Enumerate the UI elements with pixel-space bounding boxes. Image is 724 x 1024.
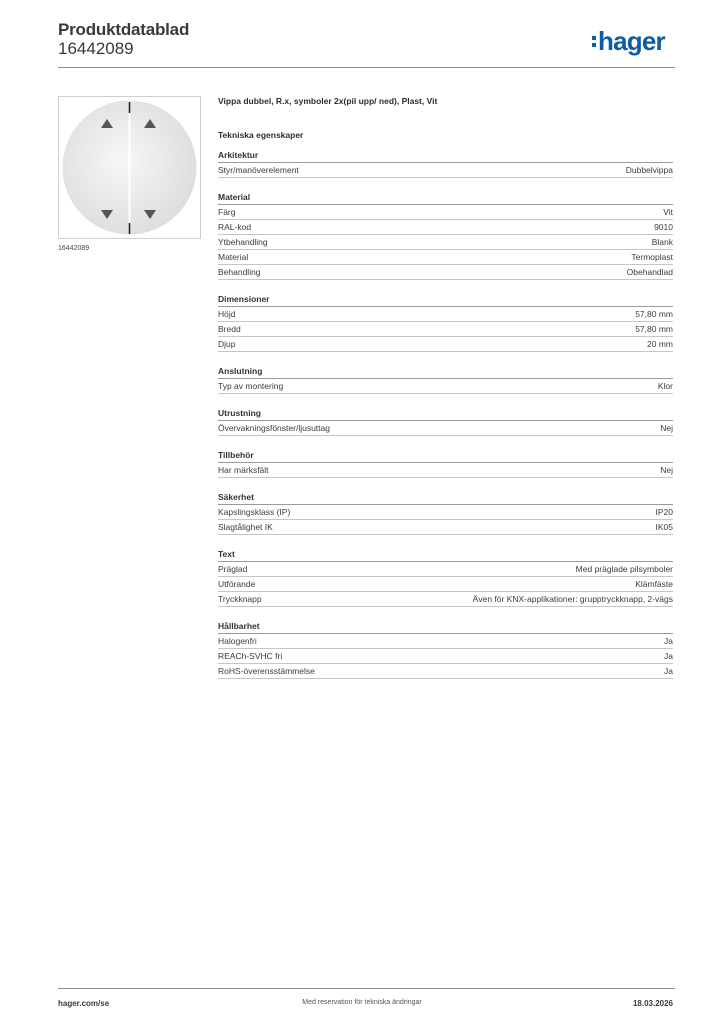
spec-label: Höjd [218, 309, 236, 319]
spec-value: Blank [651, 237, 673, 247]
spec-value: IK05 [655, 522, 673, 532]
spec-row [218, 235, 673, 250]
image-caption: 16442089 [58, 245, 90, 252]
product-description: Vippa dubbel, R.x, symboler 2x(pil upp/ ned), Plast, Vit [218, 96, 438, 106]
spec-row [218, 505, 673, 520]
logo-dots-icon [592, 36, 597, 50]
spec-value: Ja [664, 666, 673, 676]
spec-label: Typ av montering [218, 381, 284, 391]
spec-label: Styr/manöverelement [218, 165, 299, 175]
logo-text: hager [598, 26, 665, 56]
spec-value: Vit [663, 207, 673, 217]
group-title: Anslutning [218, 366, 673, 379]
spec-row [218, 205, 673, 220]
page-title: Produktdatablad [58, 20, 190, 39]
spec-row [218, 322, 673, 337]
spec-value: Nej [660, 423, 673, 433]
header-divider [58, 67, 675, 68]
spec-value: Klämfäste [635, 579, 673, 589]
spec-value: 9010 [654, 222, 673, 232]
group-title: Text [218, 549, 673, 562]
spec-value: Dubbelvippa [625, 165, 673, 175]
spec-value: 57,80 mm [635, 309, 673, 319]
spec-value: Även för KNX-applikationer: grupptryckknapp, 2-vägs [472, 594, 673, 604]
spec-content [218, 96, 673, 679]
spec-label: RoHS-överensstämmelse [218, 666, 315, 676]
spec-label: Övervakningsfönster/ljusuttag [218, 423, 330, 433]
spec-label: Färg [218, 207, 236, 217]
spec-value: Termoplast [631, 252, 673, 262]
spec-value: Obehandlad [626, 267, 673, 277]
spec-row [218, 265, 673, 280]
group-title: Dimensioner [218, 294, 673, 307]
spec-value: Ja [664, 651, 673, 661]
group-title: Material [218, 192, 673, 205]
spec-label: Har märksfält [218, 465, 269, 475]
spec-value: Nej [660, 465, 673, 475]
spec-row [218, 664, 673, 679]
spec-row [218, 634, 673, 649]
footer-divider [58, 988, 675, 989]
spec-row [218, 562, 673, 577]
spec-row [218, 163, 673, 178]
group-title: Utrustning [218, 408, 673, 421]
spec-label: Kapslingsklass (IP) [218, 507, 291, 517]
product-number: 16442089 [58, 39, 134, 58]
spec-row [218, 463, 673, 478]
spec-row [218, 592, 673, 607]
spec-label: REACh-SVHC fri [218, 651, 283, 661]
footer-date: 18.03.2026 [632, 999, 673, 1008]
spec-label: Ytbehandling [218, 237, 268, 247]
spec-label: Slagtålighet IK [218, 522, 273, 532]
spec-label: RAL-kod [218, 222, 252, 232]
spec-label: Bredd [218, 324, 241, 334]
spec-row [218, 520, 673, 535]
spec-row [218, 250, 673, 265]
spec-label: Tryckknapp [218, 594, 262, 604]
spec-label: Behandling [218, 267, 261, 277]
spec-row [218, 220, 673, 235]
spec-value: Klor [657, 381, 673, 391]
spec-value: Ja [664, 636, 673, 646]
spec-label: Djup [218, 339, 236, 349]
spec-value: 57,80 mm [635, 324, 673, 334]
spec-groups [218, 150, 673, 679]
spec-row [218, 649, 673, 664]
spec-value: 20 mm [647, 339, 673, 349]
group-title: Säkerhet [218, 492, 673, 505]
spec-label: Präglad [218, 564, 248, 574]
group-title: Arkitektur [218, 150, 673, 163]
product-image [58, 96, 201, 239]
spec-row [218, 337, 673, 352]
spec-label: Halogenfri [218, 636, 257, 646]
spec-label: Utförande [218, 579, 256, 589]
spec-row [218, 379, 673, 394]
spec-label: Material [218, 252, 249, 262]
spec-row [218, 421, 673, 436]
spec-value: Med präglade pilsymboler [575, 564, 673, 574]
footer-disclaimer: Med reservation för tekniska ändringar [302, 999, 422, 1006]
spec-row [218, 307, 673, 322]
footer-website: hager.com/se [58, 999, 110, 1008]
group-title: Tillbehör [218, 450, 673, 463]
group-title: Hållbarhet [218, 621, 673, 634]
spec-row [218, 577, 673, 592]
spec-value: IP20 [655, 507, 673, 517]
hager-logo [592, 27, 676, 55]
spec-heading: Tekniska egenskaper [218, 130, 304, 140]
double-rocker-switch-icon [59, 97, 200, 238]
